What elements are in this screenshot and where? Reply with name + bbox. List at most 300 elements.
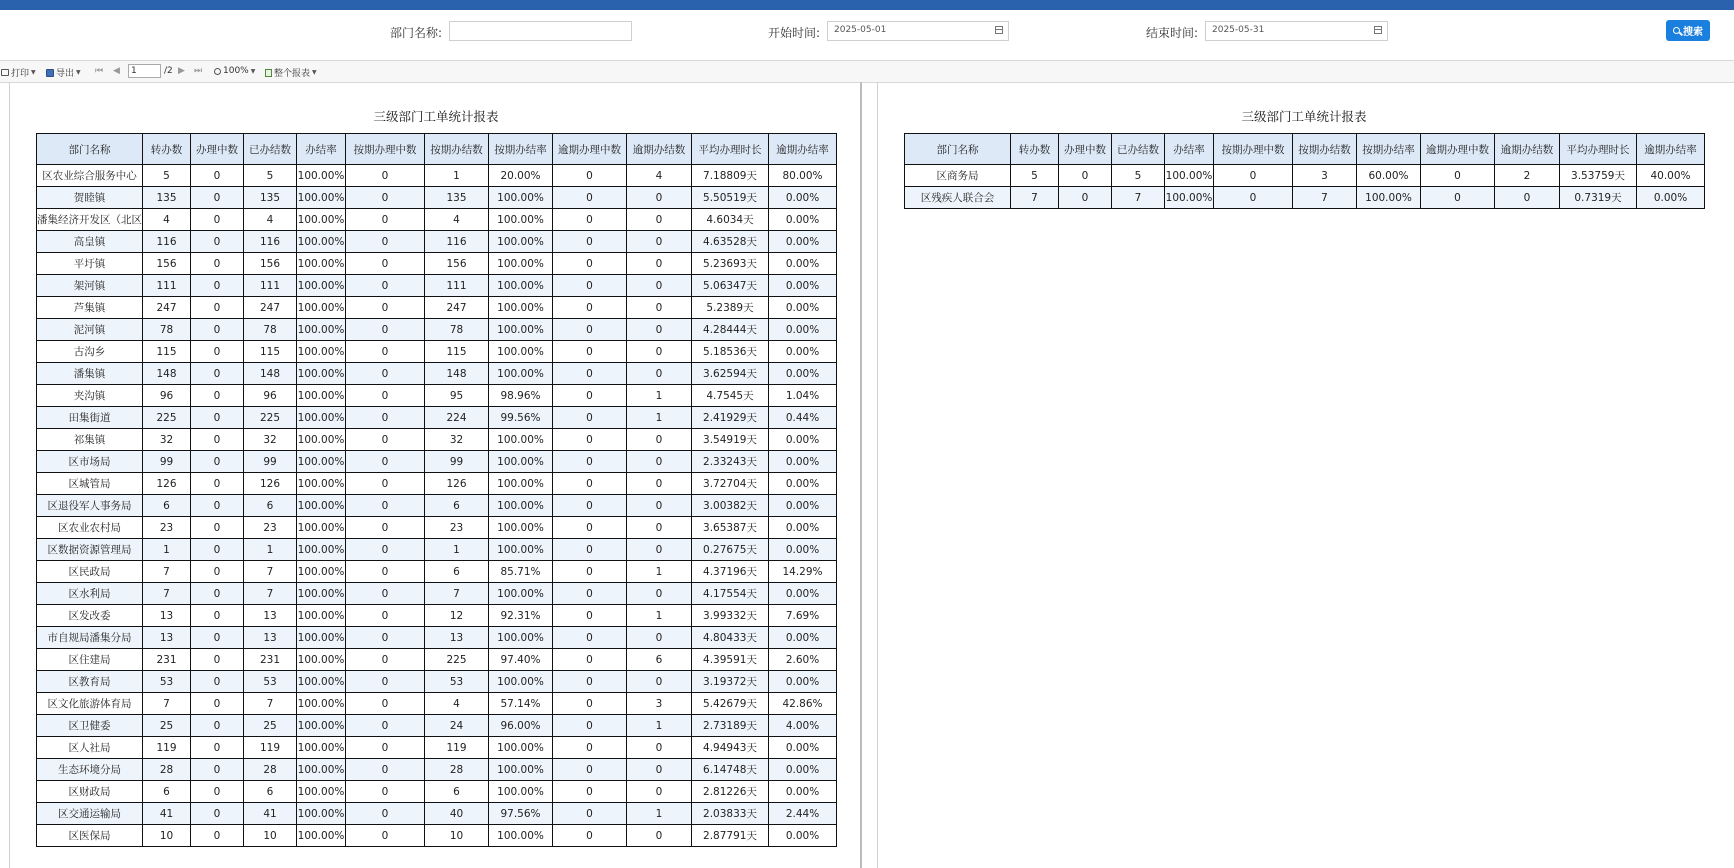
table-cell: 0 xyxy=(627,209,692,231)
table-cell: 0 xyxy=(553,649,627,671)
table-cell: 3.00382天 xyxy=(692,495,769,517)
table-cell: 0 xyxy=(553,451,627,473)
table-cell: 0 xyxy=(553,605,627,627)
table-cell: 区财政局 xyxy=(37,781,143,803)
table-cell: 潘集经济开发区（北区 xyxy=(37,209,143,231)
table-cell: 0 xyxy=(627,627,692,649)
table-cell: 0 xyxy=(346,759,425,781)
table-cell: 80.00% xyxy=(769,165,837,187)
table-cell: 0.00% xyxy=(769,737,837,759)
table-cell: 225 xyxy=(143,407,191,429)
table-cell: 区教育局 xyxy=(37,671,143,693)
table-cell: 0 xyxy=(346,561,425,583)
table-cell: 0 xyxy=(553,275,627,297)
table-cell: 0 xyxy=(346,231,425,253)
table-cell: 0 xyxy=(627,363,692,385)
table-cell: 14.29% xyxy=(769,561,837,583)
table-cell: 100.00% xyxy=(297,165,346,187)
table-cell: 0 xyxy=(346,627,425,649)
calendar-icon[interactable] xyxy=(995,26,1003,34)
table-cell: 2.73189天 xyxy=(692,715,769,737)
table-cell: 0.00% xyxy=(769,231,837,253)
table-cell: 100.00% xyxy=(489,187,553,209)
table-cell: 148 xyxy=(143,363,191,385)
table-cell: 135 xyxy=(244,187,297,209)
table-cell: 0 xyxy=(346,671,425,693)
table-cell: 5.50519天 xyxy=(692,187,769,209)
table-cell: 0 xyxy=(553,693,627,715)
table-cell: 0 xyxy=(346,495,425,517)
table-cell: 6 xyxy=(244,781,297,803)
export-button[interactable] xyxy=(46,66,81,79)
table-row xyxy=(37,275,837,297)
table-cell: 6.14748天 xyxy=(692,759,769,781)
table-cell: 100.00% xyxy=(297,605,346,627)
table-cell: 28 xyxy=(425,759,489,781)
table-cell: 0 xyxy=(191,187,244,209)
table-cell: 0 xyxy=(346,825,425,847)
table-cell: 23 xyxy=(143,517,191,539)
table-cell: 2.44% xyxy=(769,803,837,825)
table-cell: 119 xyxy=(244,737,297,759)
table-row xyxy=(37,341,837,363)
table-cell: 4.94943天 xyxy=(692,737,769,759)
table-cell: 生态环境分局 xyxy=(37,759,143,781)
table-cell: 0 xyxy=(191,297,244,319)
table-cell: 4 xyxy=(143,209,191,231)
dept-label: 部门名称: xyxy=(390,26,443,40)
zoom-value: 100% xyxy=(223,66,249,76)
table-cell: 100.00% xyxy=(297,451,346,473)
table-cell: 32 xyxy=(244,429,297,451)
table-cell: 1 xyxy=(627,407,692,429)
table-cell: 0 xyxy=(553,627,627,649)
column-header: 逾期办结数 xyxy=(627,134,692,165)
table-cell: 区退役军人事务局 xyxy=(37,495,143,517)
table-cell: 100.00% xyxy=(297,803,346,825)
table-cell: 0.44% xyxy=(769,407,837,429)
table-cell: 0 xyxy=(191,715,244,737)
table-cell: 95 xyxy=(425,385,489,407)
table-cell: 4.6034天 xyxy=(692,209,769,231)
table-cell: 贺睦镇 xyxy=(37,187,143,209)
table-row xyxy=(37,715,837,737)
column-header: 按期办理中数 xyxy=(346,134,425,165)
report-icon xyxy=(265,69,272,77)
table-cell: 10 xyxy=(244,825,297,847)
table-cell: 0 xyxy=(191,517,244,539)
table-cell: 0 xyxy=(346,539,425,561)
table-cell: 100.00% xyxy=(489,473,553,495)
table-cell: 7.18809天 xyxy=(692,165,769,187)
table-row xyxy=(37,517,837,539)
table-cell: 0.00% xyxy=(769,363,837,385)
table-cell: 4.37196天 xyxy=(692,561,769,583)
table-cell: 区人社局 xyxy=(37,737,143,759)
end-date-input[interactable] xyxy=(1205,21,1388,41)
table-cell: 100.00% xyxy=(489,341,553,363)
table-cell: 100.00% xyxy=(489,671,553,693)
table-cell: 0 xyxy=(191,209,244,231)
table-cell: 53 xyxy=(143,671,191,693)
table-cell: 2.03833天 xyxy=(692,803,769,825)
table-cell: 100.00% xyxy=(489,429,553,451)
table-cell: 111 xyxy=(425,275,489,297)
table-cell: 6 xyxy=(244,495,297,517)
table-cell: 0 xyxy=(627,297,692,319)
table-cell: 0 xyxy=(553,561,627,583)
next-page-icon[interactable]: ▶ xyxy=(178,66,185,76)
table-cell: 0.00% xyxy=(769,583,837,605)
table-cell: 4.00% xyxy=(769,715,837,737)
table-cell: 0 xyxy=(191,539,244,561)
column-header: 按期办结数 xyxy=(1293,134,1357,165)
table-cell: 13 xyxy=(425,627,489,649)
chevron-down-icon: ▼ xyxy=(312,69,317,76)
table-cell: 100.00% xyxy=(297,385,346,407)
search-button[interactable] xyxy=(1666,20,1710,41)
table-cell: 100.00% xyxy=(297,583,346,605)
table-cell: 111 xyxy=(244,275,297,297)
table-cell: 0 xyxy=(553,759,627,781)
report-scope-dropdown[interactable] xyxy=(265,66,317,79)
table-cell: 架河镇 xyxy=(37,275,143,297)
table-cell: 99.56% xyxy=(489,407,553,429)
table-cell: 0 xyxy=(627,187,692,209)
table-cell: 0.00% xyxy=(769,759,837,781)
table-cell: 40 xyxy=(425,803,489,825)
table-cell: 10 xyxy=(425,825,489,847)
table-cell: 0 xyxy=(191,451,244,473)
table-cell: 5.23693天 xyxy=(692,253,769,275)
start-time-label: 开始时间: xyxy=(768,26,821,40)
table-cell: 区医保局 xyxy=(37,825,143,847)
table-cell: 2.87791天 xyxy=(692,825,769,847)
table-cell: 0 xyxy=(191,473,244,495)
table-cell: 0 xyxy=(346,297,425,319)
table-row xyxy=(37,759,837,781)
zoom-icon xyxy=(214,68,221,75)
table-cell: 0 xyxy=(191,649,244,671)
table-cell: 0 xyxy=(346,583,425,605)
table-cell: 100.00% xyxy=(297,231,346,253)
column-header: 办理中数 xyxy=(1059,134,1112,165)
prev-page-icon[interactable]: ◀ xyxy=(113,66,120,76)
table-cell: 0 xyxy=(627,671,692,693)
table-cell: 116 xyxy=(143,231,191,253)
table-cell: 100.00% xyxy=(489,737,553,759)
table-cell: 100.00% xyxy=(489,517,553,539)
table-cell: 100.00% xyxy=(297,781,346,803)
table-cell: 0 xyxy=(346,253,425,275)
table-cell: 100.00% xyxy=(489,759,553,781)
table-cell: 100.00% xyxy=(489,583,553,605)
column-header: 逾期办结数 xyxy=(1495,134,1560,165)
table-row xyxy=(37,781,837,803)
table-cell: 100.00% xyxy=(297,517,346,539)
table-cell: 99 xyxy=(425,451,489,473)
table-cell: 100.00% xyxy=(297,275,346,297)
table-row xyxy=(37,737,837,759)
table-cell: 100.00% xyxy=(297,627,346,649)
last-page-icon[interactable]: ⏭ xyxy=(194,66,203,76)
table-cell: 115 xyxy=(143,341,191,363)
table-cell: 0 xyxy=(191,429,244,451)
print-button[interactable] xyxy=(1,66,36,79)
table-cell: 41 xyxy=(143,803,191,825)
table-cell: 247 xyxy=(425,297,489,319)
table-cell: 5.2389天 xyxy=(692,297,769,319)
table-cell: 0 xyxy=(553,583,627,605)
table-cell: 0 xyxy=(191,759,244,781)
table-cell: 0 xyxy=(553,671,627,693)
table-row xyxy=(37,297,837,319)
table-cell: 0 xyxy=(1214,187,1293,209)
table-cell: 0 xyxy=(191,385,244,407)
table-cell: 78 xyxy=(143,319,191,341)
table-cell: 1 xyxy=(627,803,692,825)
table-cell: 225 xyxy=(425,649,489,671)
table-cell: 区水利局 xyxy=(37,583,143,605)
table-cell: 泥河镇 xyxy=(37,319,143,341)
table-row xyxy=(37,363,837,385)
table-row xyxy=(37,649,837,671)
table-cell: 0.00% xyxy=(769,495,837,517)
table-cell: 13 xyxy=(143,627,191,649)
table-row xyxy=(37,539,837,561)
table-cell: 6 xyxy=(627,649,692,671)
table-cell: 78 xyxy=(425,319,489,341)
table-row xyxy=(37,253,837,275)
table-cell: 夹沟镇 xyxy=(37,385,143,407)
table-cell: 100.00% xyxy=(297,495,346,517)
table-cell: 0 xyxy=(553,715,627,737)
table-cell: 135 xyxy=(143,187,191,209)
table-cell: 99 xyxy=(143,451,191,473)
table-cell: 7 xyxy=(425,583,489,605)
table-cell: 0 xyxy=(1421,165,1495,187)
first-page-icon[interactable]: ⏮ xyxy=(95,66,104,76)
table-header-row xyxy=(37,134,837,165)
table-cell: 区民政局 xyxy=(37,561,143,583)
table-row xyxy=(37,429,837,451)
table-cell: 231 xyxy=(143,649,191,671)
table-cell: 100.00% xyxy=(489,231,553,253)
table-row xyxy=(37,209,837,231)
table-cell: 224 xyxy=(425,407,489,429)
table-cell: 0 xyxy=(1059,187,1112,209)
table-cell: 2.41929天 xyxy=(692,407,769,429)
table-row xyxy=(37,671,837,693)
table-cell: 116 xyxy=(425,231,489,253)
print-label: 打印 xyxy=(11,69,30,79)
table-cell: 田集街道 xyxy=(37,407,143,429)
table-cell: 0 xyxy=(553,253,627,275)
calendar-icon[interactable] xyxy=(1374,26,1382,34)
table-cell: 7 xyxy=(244,693,297,715)
dept-input[interactable] xyxy=(449,21,632,41)
table-cell: 区残疾人联合会 xyxy=(905,187,1011,209)
table-cell: 区农业农村局 xyxy=(37,517,143,539)
table-cell: 0 xyxy=(553,407,627,429)
table-cell: 0 xyxy=(191,737,244,759)
table-cell: 7.69% xyxy=(769,605,837,627)
table-cell: 13 xyxy=(143,605,191,627)
table-cell: 0 xyxy=(553,385,627,407)
table-cell: 85.71% xyxy=(489,561,553,583)
table-cell: 0 xyxy=(553,803,627,825)
table-cell: 126 xyxy=(244,473,297,495)
table-cell: 6 xyxy=(143,495,191,517)
table-row xyxy=(37,803,837,825)
table-cell: 100.00% xyxy=(297,319,346,341)
table-cell: 156 xyxy=(425,253,489,275)
table-cell: 156 xyxy=(244,253,297,275)
table-cell: 2.60% xyxy=(769,649,837,671)
table-cell: 99 xyxy=(244,451,297,473)
table-cell: 148 xyxy=(244,363,297,385)
table-cell: 247 xyxy=(143,297,191,319)
table-cell: 4.28444天 xyxy=(692,319,769,341)
table-cell: 247 xyxy=(244,297,297,319)
table-cell: 潘集镇 xyxy=(37,363,143,385)
table-cell: 0 xyxy=(627,583,692,605)
table-cell: 0 xyxy=(553,165,627,187)
table-cell: 0 xyxy=(553,517,627,539)
table-cell: 1 xyxy=(425,165,489,187)
table-cell: 1 xyxy=(627,605,692,627)
table-cell: 7 xyxy=(143,693,191,715)
table-cell: 0 xyxy=(346,429,425,451)
table-cell: 0 xyxy=(553,429,627,451)
column-header: 逾期办理中数 xyxy=(1421,134,1495,165)
table-cell: 100.00% xyxy=(489,297,553,319)
table-cell: 0 xyxy=(346,803,425,825)
table-cell: 148 xyxy=(425,363,489,385)
table-cell: 4 xyxy=(244,209,297,231)
table-cell: 4.17554天 xyxy=(692,583,769,605)
table-row xyxy=(905,165,1705,187)
top-accent-bar xyxy=(0,0,1734,10)
table-cell: 28 xyxy=(244,759,297,781)
table-cell: 0 xyxy=(627,429,692,451)
table-cell: 225 xyxy=(244,407,297,429)
table-cell: 0 xyxy=(553,781,627,803)
table-cell: 2 xyxy=(1495,165,1560,187)
table-cell: 0.00% xyxy=(769,253,837,275)
search-button-label: 搜索 xyxy=(1683,27,1703,38)
table-cell: 40.00% xyxy=(1637,165,1705,187)
table-cell: 100.00% xyxy=(489,275,553,297)
table-cell: 区发改委 xyxy=(37,605,143,627)
table-cell: 0 xyxy=(627,451,692,473)
table-cell: 区市场局 xyxy=(37,451,143,473)
table-cell: 25 xyxy=(244,715,297,737)
table-cell: 3.54919天 xyxy=(692,429,769,451)
table-row xyxy=(37,319,837,341)
table-row xyxy=(37,165,837,187)
table-cell: 1 xyxy=(627,385,692,407)
column-header: 办理中数 xyxy=(191,134,244,165)
table-cell: 115 xyxy=(425,341,489,363)
table-row xyxy=(37,561,837,583)
table-cell: 7 xyxy=(1293,187,1357,209)
table-cell: 5 xyxy=(143,165,191,187)
table-cell: 0 xyxy=(191,275,244,297)
table-cell: 0 xyxy=(346,319,425,341)
table-cell: 3 xyxy=(627,693,692,715)
table-cell: 0.00% xyxy=(769,671,837,693)
table-cell: 4.7545天 xyxy=(692,385,769,407)
table-cell: 111 xyxy=(143,275,191,297)
table-cell: 100.00% xyxy=(489,539,553,561)
table-cell: 3.72704天 xyxy=(692,473,769,495)
zoom-dropdown[interactable] xyxy=(214,66,255,76)
table-cell: 区卫健委 xyxy=(37,715,143,737)
table-cell: 0 xyxy=(627,341,692,363)
report-scope-label: 整个报表 xyxy=(274,69,311,79)
table-header-row xyxy=(905,134,1705,165)
table-cell: 0 xyxy=(346,187,425,209)
table-cell: 92.31% xyxy=(489,605,553,627)
table-cell: 96 xyxy=(143,385,191,407)
table-cell: 高皇镇 xyxy=(37,231,143,253)
table-cell: 0 xyxy=(553,737,627,759)
table-cell: 53 xyxy=(244,671,297,693)
report-title: 三级部门工单统计报表 xyxy=(1241,109,1367,124)
table-cell: 1 xyxy=(425,539,489,561)
table-cell: 区农业综合服务中心 xyxy=(37,165,143,187)
table-cell: 0 xyxy=(627,759,692,781)
table-cell: 1 xyxy=(627,715,692,737)
report-toolbar xyxy=(0,60,1734,83)
table-cell: 100.00% xyxy=(297,715,346,737)
table-cell: 115 xyxy=(244,341,297,363)
column-header: 平均办理时长 xyxy=(1560,134,1637,165)
table-cell: 0 xyxy=(627,781,692,803)
table-cell: 100.00% xyxy=(489,451,553,473)
table-cell: 0 xyxy=(191,693,244,715)
table-cell: 0 xyxy=(191,341,244,363)
column-header: 部门名称 xyxy=(37,134,143,165)
table-cell: 100.00% xyxy=(297,737,346,759)
table-cell: 0 xyxy=(191,319,244,341)
table-cell: 1 xyxy=(627,561,692,583)
table-cell: 4 xyxy=(425,209,489,231)
table-cell: 7 xyxy=(244,561,297,583)
table-cell: 平圩镇 xyxy=(37,253,143,275)
table-cell: 0 xyxy=(627,495,692,517)
table-cell: 96 xyxy=(244,385,297,407)
table-cell: 0.27675天 xyxy=(692,539,769,561)
table-cell: 12 xyxy=(425,605,489,627)
table-cell: 0 xyxy=(191,781,244,803)
start-date-input[interactable] xyxy=(827,21,1009,41)
table-cell: 13 xyxy=(244,627,297,649)
table-cell: 0 xyxy=(346,209,425,231)
table-cell: 100.00% xyxy=(1357,187,1421,209)
page-number-input[interactable]: 1 xyxy=(128,64,161,78)
table-cell: 0 xyxy=(553,297,627,319)
table-cell: 5.06347天 xyxy=(692,275,769,297)
table-cell: 0 xyxy=(346,781,425,803)
table-cell: 1 xyxy=(244,539,297,561)
column-header: 逾期办理中数 xyxy=(553,134,627,165)
table-cell: 100.00% xyxy=(297,693,346,715)
column-header: 按期办结率 xyxy=(489,134,553,165)
chevron-down-icon: ▼ xyxy=(31,69,36,76)
table-cell: 100.00% xyxy=(297,407,346,429)
